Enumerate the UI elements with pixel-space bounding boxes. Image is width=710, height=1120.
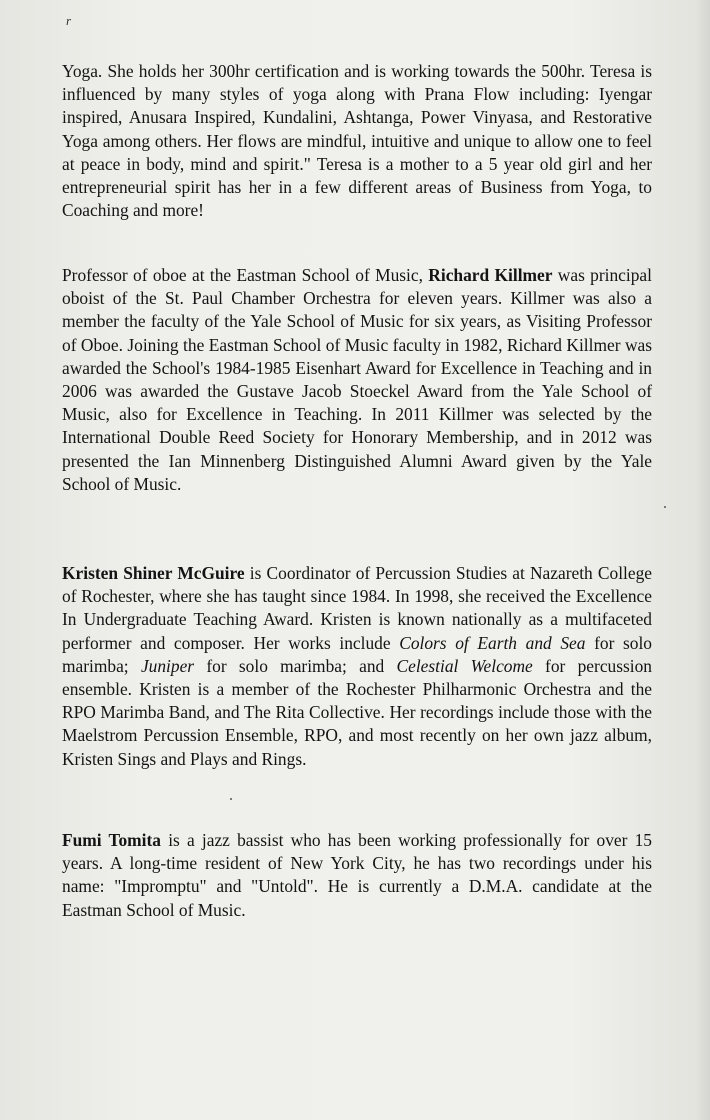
page-edge-shadow [696,0,710,1120]
bio-mcguire-work-title: Colors of Earth and Sea [399,632,586,653]
bio-tomita-text: is a jazz bassist who has been working professionally for over 15 years. A long-time resident of New York City, he has two recordings under his name: "Impromptu" and "Untold". He is currently a D.M.A. candidate at the Eastman School of Music. [62,830,652,920]
bio-killmer-name: Richard Killmer [428,265,553,285]
bio-killmer-paragraph [62,264,652,496]
bio-mcguire-work-title: Celestial Welcome [396,655,533,676]
bio-teresa-text: Yoga. She holds her 300hr certification and is working towards the 500hr. Teresa is influenced by many styles of yoga along with Prana Flow including: Iyengar inspired, Anusara Inspired, Kundalini, Ashtanga, Power Vinyasa, and Restorative Yoga among others. Her flows are mindful, intuitive and unique to allow one to feel at peace in body, mind and spirit." Teresa is a mother to a 5 year old girl and her entrepreneurial spirit has her in a few different areas of Business from Yoga, to Coaching and more! [62,61,652,221]
bio-mcguire-paragraph [62,562,652,771]
bio-killmer-text: was principal oboist of the St. Paul Chamber Orchestra for eleven years. Killmer was also a member the faculty of the Yale School of Music for six years, as Visiting Professor of Oboe. Joining the Eastman School of Music faculty in 1982, Richard Killmer was awarded the School's 1984-1985 Eisenhart Award for Excellence in Teaching and in 2006 was awarded the Gustave Jacob Stoeckel Award from the Yale School of Music, also for Excellence in Teaching. In 2011 Killmer was selected by the International Double Reed Society for Honorary Membership, and in 2012 was presented the Ian Minnenberg Distinguished Alumni Award given by the Yale School of Music. [62,265,652,494]
bio-mcguire-text-1: is Coordinator of Percussion Studies at Nazareth College of Rochester, where she has taught since 1984. In 1998, she received the Excellence In Undergraduate Teaching Award. Kristen is known nationally as a multifaceted performer and composer. Her works include [62,563,652,653]
bio-mcguire-work-title: Juniper [140,655,195,676]
bio-mcguire-text-3: for solo marimba; and [194,655,397,676]
bio-mcguire-text-2: for solo marimba; [62,632,652,676]
stray-dot [664,506,666,508]
bio-tomita-paragraph [62,829,652,922]
stray-print-mark: r [66,13,72,28]
bio-mcguire-name: Kristen Shiner McGuire [62,563,245,583]
bio-tomita-name: Fumi Tomita [62,830,161,850]
bio-teresa-paragraph [62,60,652,222]
bio-killmer-intro: Professor of oboe at the Eastman School of Music, [62,265,429,285]
bio-mcguire-text-4: for percussion ensemble. Kristen is a member of the Rochester Philharmonic Orchestra and the RPO Marimba Band, and The Rita Collective. Her recordings include those with the Maelstrom Percussion Ensemble, RPO, and most recently on her own jazz album, Kristen Sings and Plays and Rings. [62,655,652,769]
stray-dot [230,798,232,800]
